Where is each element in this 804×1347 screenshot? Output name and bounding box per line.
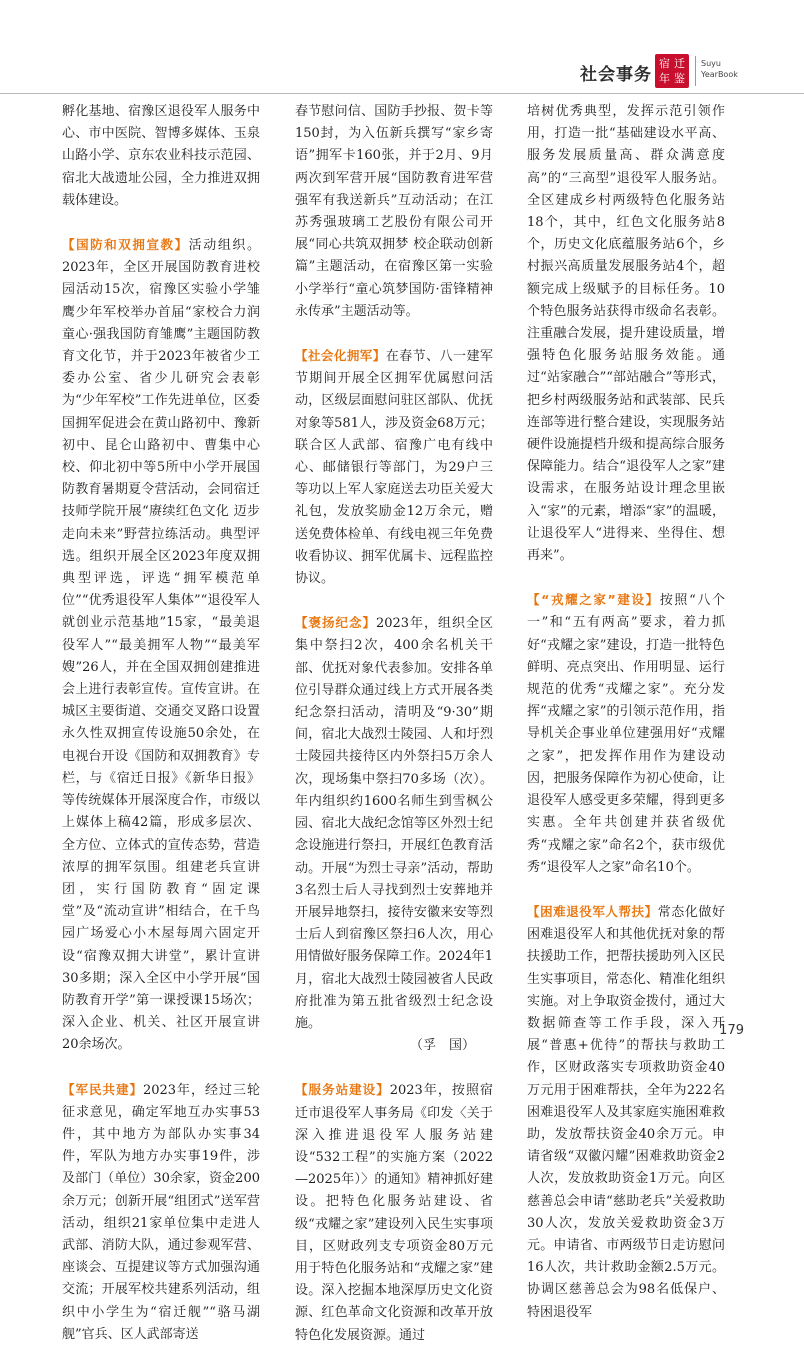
paragraph-body: 2023年，按照宿迁市退役军人事务局《印发〈关于深入推进退役军人服务站建设“532工程”的实施方案（2022—2025年）〉的通知》精神抓好建设。把特色化服务站建设、省级“戎耀之家”建设列入民生实事项目，区财政列支专项资金80万元用于特色化服务站和“戎耀之家”建设。深入挖掘本地深厚历史文化资源、红色革命文化资源和改革开放特色化发展资源。通过 <box>295 1083 493 1343</box>
paragraph <box>527 901 725 1324</box>
page-number: 179 <box>719 1023 744 1038</box>
paragraph <box>62 1079 260 1346</box>
section-tag: 【褒扬纪念】 <box>295 615 376 631</box>
section-tag: 【服务站建设】 <box>295 1082 390 1098</box>
logo-divider <box>695 56 696 86</box>
text-column-2 <box>295 101 493 1347</box>
paragraph-body: 2023年，组织全区集中祭扫2次，400余名机关干部、优抚对象代表参加。安排各单位引导群众通过线上方式开展各类纪念祭扫活动，清明及“9·30”期间，宿北大战烈士陵园、人和圩烈士陵园共接待区内外祭扫5万余人次，现场集中祭扫70多场（次）。年内组织约1600名师生到雪枫公园、宿北大战纪念馆等区外烈士纪念设施进行祭扫，开展红色教育活动。开展“为烈士寻亲”活动，帮助3名烈士后人寻找到烈士安葬地并开展异地祭扫，接待安徽来安等烈士后人到宿豫区祭扫6人次，用心用情做好服务保障工作。2024年1月，宿北大战烈士陵园被省人民政府批准为第五批省级烈士纪念设施。 <box>295 616 493 1031</box>
section-tag: 【“戎耀之家”建设】 <box>527 592 660 608</box>
logo-char: 宿 <box>659 57 670 70</box>
paragraph <box>295 1079 493 1346</box>
text-column-3 <box>527 101 725 1324</box>
paragraph-body: 在春节、八一建军节期间开展全区拥军优属慰问活动，区级层面慰问驻区部队、优抚对象等581人，涉及资金68万元；联合区人武部、宿豫广电有线中心、邮储银行等部门，为29户三等功以上军人家庭送去功臣关爱大礼包，发放奖励金12万余元，赠送免费体检单、有线电视三年免费收看协议、拥军优属卡、远程监控协议。 <box>295 349 493 587</box>
paragraph-body: 按照“八个一”和“五有两高”要求，着力抓好“戎耀之家”建设，打造一批特色鲜明、亮点突出、作用明显、运行规范的优秀“戎耀之家”。充分发挥“戎耀之家”的引领示范作用，指导机关企事业单位建强用好“戎耀之家”，把发挥作用作为建设动因，把服务保障作为初心使命，让退役军人感受更多荣耀，得到更多实惠。全年共创建并获省级优秀“戎耀之家”命名2个，获市级优秀“退役军人之家”命名10个。 <box>527 593 725 875</box>
paragraph-body: 活动组织。2023年，全区开展国防教育进校园活动15次，宿豫区实验小学雏鹰少年军校举办首届“家校合力润童心·强我国防育雏鹰”主题国防教育文化节，并于2023年被省少工委办公室、省少儿研究会表彰为“少年军校”工作先进单位，区委国拥军促进会在黄山路初中、豫新初中、昆仑山路初中、曹集中心校、仰北初中等5所中小学开展国防教育暑期夏令营活动，会同宿迁技师学院开展“赓续红色文化 迈步走向未来”野营拉练活动。典型评选。组织开展全区2023年度双拥典型评选，评选“拥军模范单位”“优秀退役军人集体”“退役军人就创业示范基地”15家，“最美退役军人”“最美拥军人物”“最美军嫂”26人，并在全国双拥创建推进会上进行表彰宣传。宣传宣讲。在城区主要街道、交通交叉路口设置永久性双拥宣传设施50余处，在电视台开设《国防和双拥教育》专栏，与《宿迁日报》《新华日报》等传统媒体开展深度合作，市级以上媒体上稿42篇，形成多层次、全方位、立体式的宣传态势，营造浓厚的拥军氛围。组建老兵宣讲团，实行国防教育“固定课堂”及“流动宣讲”相结合，在千鸟园广场爱心小木屋每周六固定开设“宿豫双拥大讲堂”，累计宣讲30多期；深入全区中小学开展“国防教育开学”第一课授课15场次；深入企业、机关、社区开展宣讲20余场次。 <box>62 238 260 1053</box>
page-header <box>0 0 804 96</box>
paragraph-body: 常态化做好困难退役军人和其他优抚对象的帮扶援助工作，把帮扶援助列入区民生实事项目，常态化、精准化组织实施。对上争取资金拨付，通过大数据筛查等工作手段，深入开展“普惠+优待”的帮扶与救助工作，区财政落实专项救助资金40万元用于困难帮扶，全年为222名困难退役军人及其家庭实施困难救助，发放帮扶资金40余万元。申请省级“双徽闪耀”困难救助资金2人次，发放救助资金1万元。向区慈善总会申请“慈助老兵”关爱救助30人次，发放关爱救助资金3万元。申请省、市两级节日走访慰问16人次，共计救助金额2.5万元。协调区慈善总会为98名低保户、特困退役军 <box>527 904 725 1320</box>
logo-char: 迁 <box>674 57 685 70</box>
text-column-1 <box>62 101 260 1346</box>
logo-char: 鉴 <box>674 72 685 85</box>
paragraph <box>62 234 260 1057</box>
paragraph: 春节慰问信、国防手抄报、贺卡等150封，为入伍新兵撰写“家乡寄语”拥军卡160张，并于2月、9月两次到军营开展“国防教育进军营 强军有我送新兵”互动活动；在江苏秀强玻璃工艺股份有限公司开展“同心共筑双拥梦 校企联动创新篇”主题活动，在宿豫区第一实验小学举行“童心筑梦国防·雷锋精神永传承”主题活动等。 <box>295 104 493 319</box>
yearbook-logo <box>655 54 689 88</box>
section-tag: 【困难退役军人帮扶】 <box>527 903 658 919</box>
paragraph: 孵化基地、宿豫区退役军人服务中心、市中医院、智博多媒体、玉泉山路小学、京东农业科技示范园、宿北大战遗址公园，全力推进双拥载体建设。 <box>62 104 260 208</box>
logo-en-line1: Suyu <box>701 59 721 68</box>
logo-en-line2: YearBook <box>701 70 738 79</box>
section-tag: 【军民共建】 <box>62 1081 143 1097</box>
logo-english-text <box>701 58 738 80</box>
paragraph-body: 2023年，经过三轮征求意见，确定军地互办实事53件，其中地方为部队办实事34件，军队为地方办实事19件，涉及部门（单位）30余家，资金200余万元；创新开展“组团式”送军营活动，组织21家单位集中走进人武部、消防大队，通过参观军营、座谈会、互提建议等方式加强沟通交流；开展军校共建系列活动，组织中小学生为“宿迁舰”“骆马湖舰”官兵、区人武部寄送 <box>62 1082 260 1342</box>
section-tag: 【社会化拥军】 <box>295 348 386 364</box>
paragraph: 培树优秀典型，发挥示范引领作用，打造一批“基础建设水平高、服务发展质量高、群众满意度高”的“三高型”退役军人服务站。全区建成乡村两级特色化服务站18个，其中，红色文化服务站8个，历史文化底蕴服务站6个，乡村振兴高质量发展服务站4个，超额完成上级赋予的目标任务。10个特色服务站获得市级命名表彰。注重融合发展，提升建设质量，增强特色化服务站服务效能。通过“站家融合”“部站融合”等形式，把乡村两级服务站和武装部、民兵连部等进行整合建设，实现服务站硬件设施提档升级和提高综合服务保障能力。结合“退役军人之家”建设需求，在服务站设计理念里嵌入“家”的元素，增添“家”的温暖，让退役军人“进得来、坐得住、想再来”。 <box>527 104 725 564</box>
paragraph <box>295 612 493 1035</box>
header-rule <box>0 93 804 94</box>
section-title: 社会事务 <box>580 65 652 85</box>
paragraph <box>527 589 725 879</box>
author-attribution: （孚 国） <box>409 1038 475 1054</box>
logo-char: 年 <box>659 72 670 85</box>
paragraph <box>295 345 493 590</box>
section-tag: 【国防和双拥宣教】 <box>62 237 189 253</box>
